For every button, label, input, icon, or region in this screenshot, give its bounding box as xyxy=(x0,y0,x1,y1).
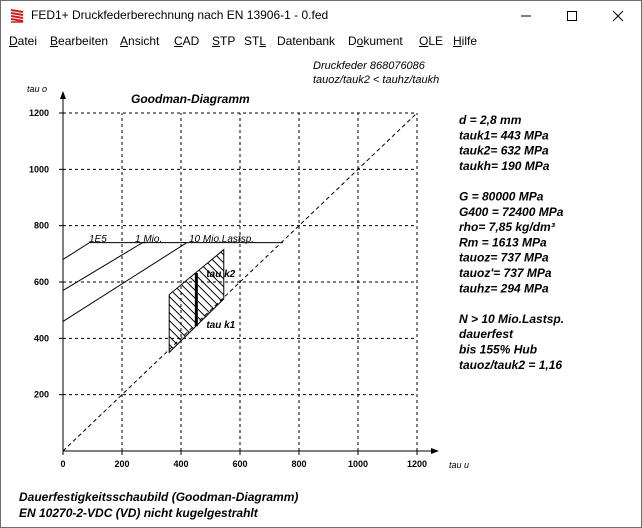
minimize-icon xyxy=(520,10,532,22)
x-axis-arrow xyxy=(431,448,439,454)
y-tick-label: 800 xyxy=(33,220,49,231)
x-tick-label: 400 xyxy=(173,459,189,469)
curve-label: 1 Mio. xyxy=(135,234,163,245)
minimize-button[interactable] xyxy=(503,1,549,31)
label-tau-k2: tau k2 xyxy=(206,268,236,280)
menu-hilfe[interactable]: Hilfe xyxy=(453,34,478,48)
chart-area xyxy=(1,51,641,527)
y-tick-label: 200 xyxy=(33,389,49,400)
hatch-line xyxy=(274,250,377,353)
band-hatching xyxy=(66,250,425,353)
hatch-line xyxy=(266,250,369,353)
hatch-line xyxy=(314,250,417,353)
result-line: Rm = 1613 MPa xyxy=(459,235,547,250)
menu-ole[interactable]: OLE xyxy=(419,34,444,48)
curve-label: 10 Mio.Lastsp. xyxy=(189,234,255,245)
y-axis-label: tau o xyxy=(27,84,48,94)
close-button[interactable] xyxy=(595,1,641,31)
menu-cad[interactable]: CAD xyxy=(174,34,200,48)
hatch-line xyxy=(138,250,241,353)
hatch-line xyxy=(178,250,281,353)
menu-bearbeiten[interactable]: Bearbeiten xyxy=(50,34,109,48)
goodman-chart xyxy=(1,51,641,527)
result-line: tauk2= 632 MPa xyxy=(459,143,549,158)
window-title: FED1+ Druckfederberechnung nach EN 13906-1 - 0.fed xyxy=(31,8,329,22)
footer-line-2: EN 10270-2-VDC (VD) nicht kugelgestrahlt xyxy=(19,506,258,520)
result-line: N > 10 Mio.Lastsp. xyxy=(459,311,565,326)
hatch-line xyxy=(194,250,297,353)
y-tick-label: 600 xyxy=(33,277,49,287)
x-tick-label: 1200 xyxy=(406,459,428,469)
goodman-curve-2 xyxy=(63,243,187,291)
hatch-line xyxy=(210,250,313,353)
label-tau-k1: tau k1 xyxy=(206,320,236,332)
x-tick-label: 0 xyxy=(60,459,66,469)
menu-stl[interactable]: STL xyxy=(244,34,267,48)
result-line: G = 80000 MPa xyxy=(459,189,544,204)
menu-bar xyxy=(1,31,641,51)
hatch-line xyxy=(202,250,305,353)
hatch-line xyxy=(298,250,401,353)
x-tick-label: 800 xyxy=(291,459,307,469)
app-spring-icon xyxy=(9,8,25,24)
menu-ansicht[interactable]: Ansicht xyxy=(120,34,160,48)
hatch-line xyxy=(218,250,321,353)
result-line: tauoz'= 737 MPa xyxy=(459,266,552,280)
hatch-line xyxy=(234,250,337,353)
x-tick-label: 200 xyxy=(114,459,130,469)
hatch-line xyxy=(226,250,329,353)
result-line: d = 2,8 mm xyxy=(459,113,522,127)
menu-stp[interactable]: STP xyxy=(212,34,236,48)
header-line-2: tauoz/tauk2 < tauhz/taukh xyxy=(313,74,440,86)
result-line: tauhz= 294 MPa xyxy=(459,281,549,296)
y-tick-label: 400 xyxy=(33,333,49,344)
hatch-line xyxy=(66,250,169,353)
menu-datei[interactable]: Datei xyxy=(9,34,38,48)
result-line: tauk1= 443 MPa xyxy=(459,128,549,143)
hatch-line xyxy=(290,250,393,353)
result-line: rho= 7,85 kg/dm³ xyxy=(459,220,555,235)
chart-title: Goodman-Diagramm xyxy=(131,92,250,106)
y-tick-label: 1200 xyxy=(28,108,49,118)
result-line: G400 = 72400 MPa xyxy=(459,204,564,219)
x-axis-label: tau u xyxy=(449,460,470,470)
x-tick-label: 1000 xyxy=(347,459,369,469)
footer-line-1: Dauerfestigkeitsschaubild (Goodman-Diagramm) xyxy=(19,490,299,504)
hatch-line xyxy=(250,250,353,353)
curve-label: 1E5 xyxy=(89,234,107,245)
hatch-line xyxy=(322,250,425,353)
hatch-line xyxy=(74,250,177,353)
close-icon xyxy=(612,10,624,22)
hatch-line xyxy=(82,250,185,353)
hatch-line xyxy=(98,250,201,353)
result-line: taukh= 190 MPa xyxy=(459,158,550,173)
result-line: tauoz/tauk2 = 1,16 xyxy=(459,357,563,372)
hatch-line xyxy=(114,250,217,353)
menu-datenbank[interactable]: Datenbank xyxy=(277,34,336,48)
chart-band xyxy=(66,250,425,353)
chart-axes xyxy=(29,91,439,469)
hatch-line xyxy=(258,250,361,353)
chart-labels xyxy=(89,234,254,331)
title-bar[interactable] xyxy=(1,1,641,31)
result-line: tauoz= 737 MPa xyxy=(459,250,549,265)
maximize-button[interactable] xyxy=(549,1,595,31)
y-axis-arrow xyxy=(60,91,66,99)
hatch-line xyxy=(282,250,385,353)
results-panel xyxy=(459,113,564,372)
maximize-icon xyxy=(566,10,578,22)
header-line-1: Druckfeder 868076086 xyxy=(313,60,425,72)
goodman-curve-1 xyxy=(63,243,146,260)
x-tick-label: 600 xyxy=(232,459,248,469)
hatch-line xyxy=(186,250,289,353)
y-tick-label: 1000 xyxy=(28,164,49,175)
result-line: bis 155% Hub xyxy=(459,342,538,357)
menu-dokument[interactable]: Dokument xyxy=(348,34,403,48)
result-line: dauerfest xyxy=(459,327,514,342)
